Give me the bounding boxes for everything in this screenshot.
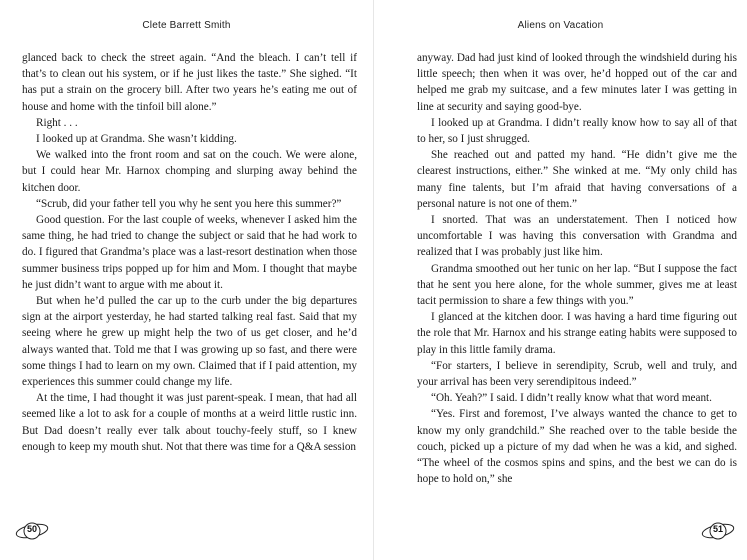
- paragraph: glanced back to check the street again. “And the bleach. I can’t tell if that’s to clean out his system, or if he just likes the taste.” She sighed. “It has put a strain on the grocery bill. After two years he’s eating me out of house and home with the tinfoil bill alone.”: [22, 52, 357, 113]
- page-number-badge: [14, 520, 50, 542]
- paragraph: “Yes. First and foremost, I’ve always wanted the chance to get to know my only grandchild.” She reached over to the table beside the couch, picked up a picture of my dad when he was a kid, and sighed. “The wheel of the cosmos spins and spins, and the best we can do is hope to hold on,” she: [417, 408, 737, 486]
- page-number-badge: [700, 520, 736, 542]
- running-header-author: Clete Barrett Smith: [142, 20, 231, 31]
- left-page: [0, 0, 373, 560]
- paragraph: “Oh. Yeah?” I said. I didn’t really know what that word meant.: [431, 392, 712, 405]
- paragraph: She reached out and patted my hand. “He didn’t give me the clearest instructions, either.” She winked at me. “My only child has many fine talents, but I’m afraid that having conversations of a personal nature is not one of them.”: [417, 149, 737, 210]
- right-page: [374, 0, 747, 560]
- paragraph: We walked into the front room and sat on the couch. We were alone, but I could hear Mr. Harnox chomping and slurping away behind the kitchen door.: [22, 149, 357, 194]
- paragraph: Good question. For the last couple of weeks, whenever I asked him the same thing, he had tried to change the subject or said that he had work to do. I figured that Grandma’s place was a last-resort destination when those summer business trips popped up for him and Mom. I thought that maybe he just didn’t want to argue with me about it.: [22, 214, 357, 291]
- paragraph: Right . . .: [36, 116, 78, 129]
- paragraph: anyway. Dad had just kind of looked through the windshield during his little speech; then when it was over, he’d hopped out of the car and helped me grab my suitcase, and a few minutes later I was getting in line at security and saying good-bye.: [417, 52, 737, 113]
- paragraph: I glanced at the kitchen door. I was having a hard time figuring out the role that Mr. Harnox and his strange eating habits were supposed to play in this little family drama.: [417, 311, 737, 356]
- body-text: [417, 50, 737, 487]
- paragraph: Grandma smoothed out her tunic on her lap. “But I suppose the fact that he sent you here alone, for the whole summer, gives me at least tacit permission to share a few things with you.”: [417, 262, 737, 308]
- paragraph: I looked up at Grandma. She wasn’t kidding.: [36, 133, 237, 146]
- running-header-title: Aliens on Vacation: [517, 20, 604, 31]
- page-number: 51: [712, 524, 723, 534]
- paragraph: I snorted. That was an understatement. Then I noticed how uncomfortable I was having this conversation with Grandma and realized that I was probably just like him.: [417, 214, 737, 259]
- paragraph: At the time, I had thought it was just parent-speak. I mean, that had all seemed like a lot to ask for a couple of months at a weird little rustic inn. But Dad doesn’t really ever talk about touchy-feely stuff, so I knew enough to keep my mouth shut. Not that there was time for a Q&A session: [22, 392, 357, 453]
- paragraph: “For starters, I believe in serendipity, Scrub, well and truly, and your arrival has been very serendipitous indeed.”: [417, 359, 737, 389]
- paragraph: But when he’d pulled the car up to the curb under the big departures sign at the airport yesterday, he had started talking real fast. Said that my seeing where he grew up might help the two of us get closer, and he’d always wanted that. Told me that I was growing up so fast, and there were some things I had to learn on my own. Claimed that if I paid attention, my experiences this summer could change my life.: [22, 295, 357, 389]
- page-number: 50: [26, 524, 37, 534]
- body-text: [22, 50, 357, 455]
- paragraph: “Scrub, did your father tell you why he sent you here this summer?”: [36, 197, 342, 210]
- paragraph: I looked up at Grandma. I didn’t really know how to say all of that to her, so I just shrugged.: [417, 116, 737, 146]
